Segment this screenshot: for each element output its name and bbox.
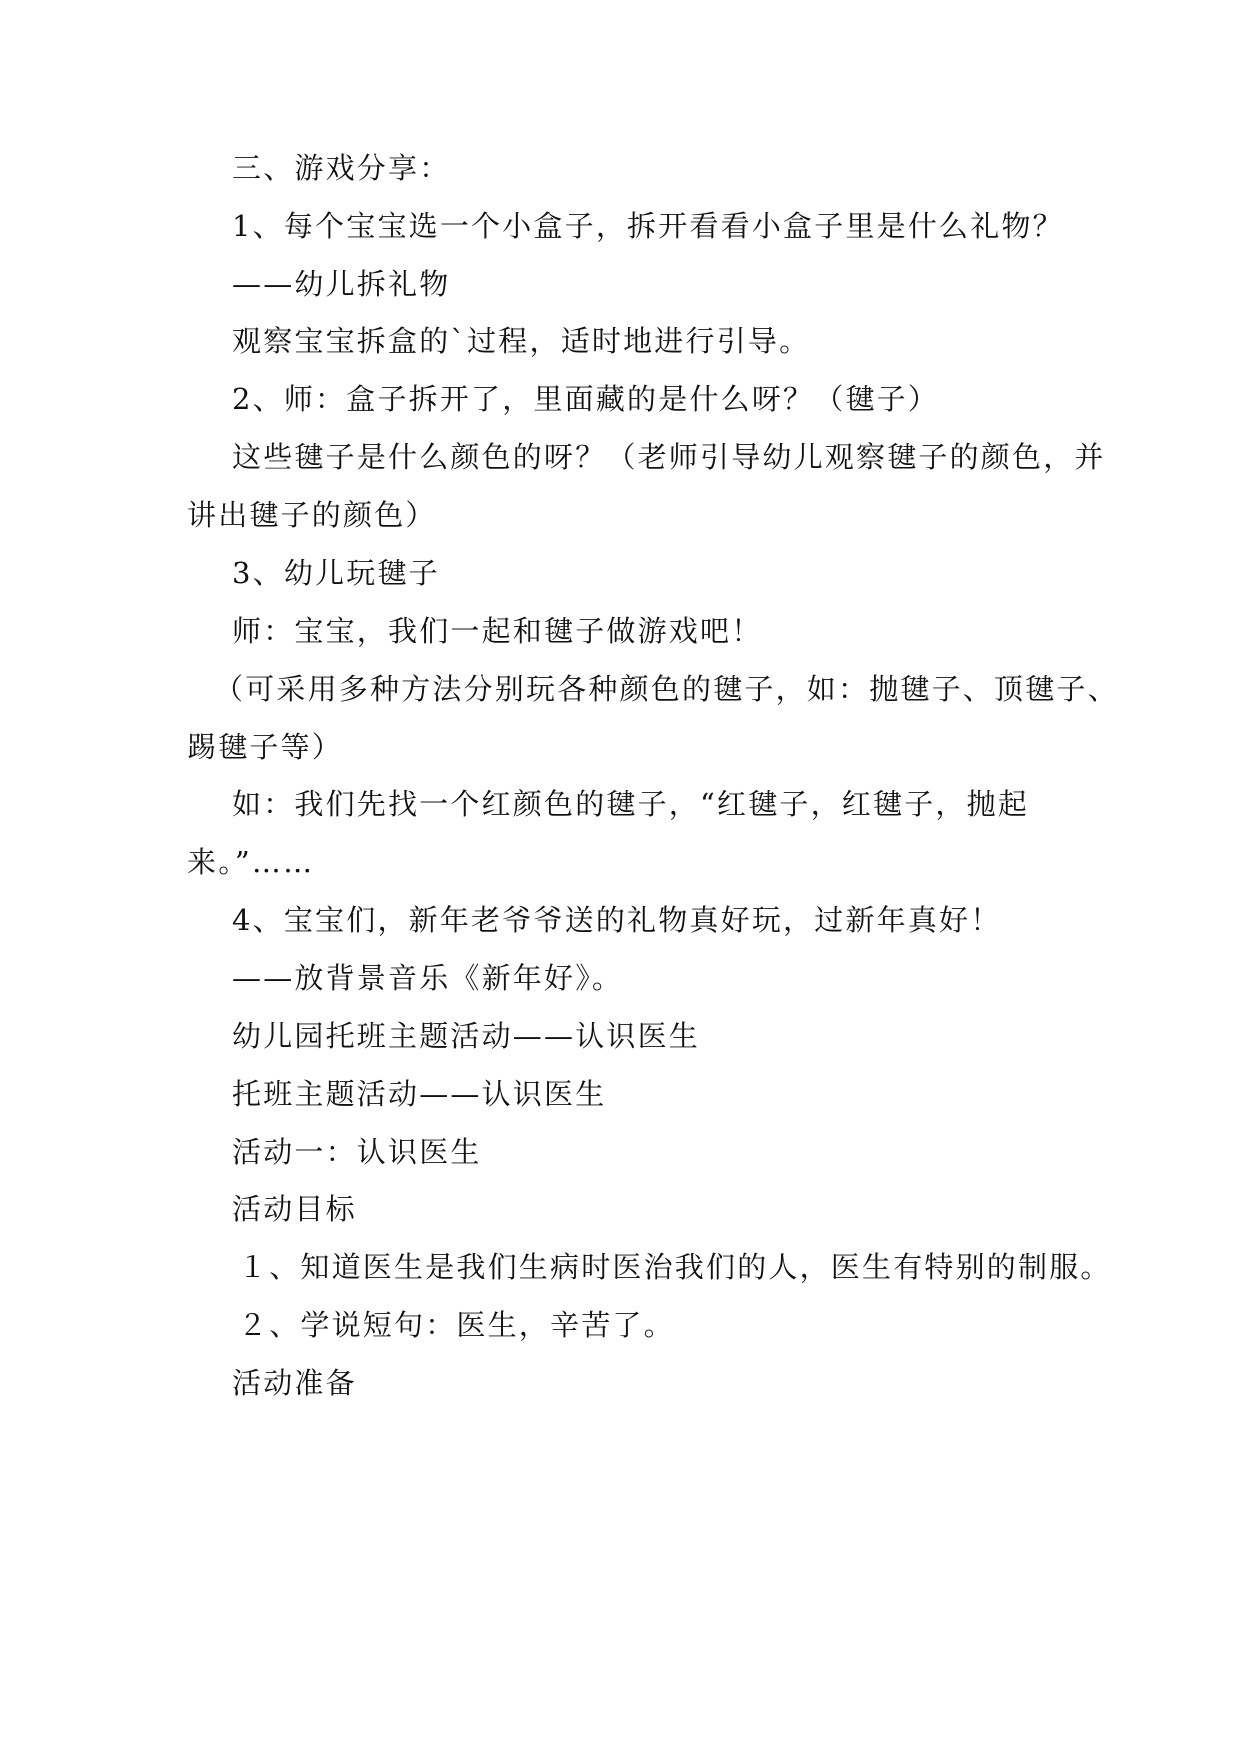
paragraph-line: 踢毽子等） (187, 730, 344, 764)
paragraph-line: ——放背景音乐《新年好》。 (232, 961, 624, 995)
paragraph-line: 观察宝宝拆盒的`过程，适时地进行引导。 (232, 324, 811, 358)
title-line: 幼儿园托班主题活动——认识医生 (232, 1019, 701, 1053)
paragraph-line: 2、师：盒子拆开了，里面藏的是什么呀？（毽子） (232, 382, 940, 416)
section-heading-preparation: 活动准备 (232, 1366, 357, 1400)
paragraph-line: （可采用多种方法分别玩各种颜色的毽子，如：抛毽子、顶毽子、 (214, 672, 1119, 706)
activity-heading: 活动一：认识医生 (232, 1135, 482, 1169)
paragraph-line: 讲出毽子的颜色） (187, 498, 437, 532)
paragraph-line: 师：宝宝，我们一起和毽子做游戏吧！ (232, 614, 763, 648)
section-heading-goals: 活动目标 (232, 1192, 357, 1226)
subtitle-line: 托班主题活动——认识医生 (232, 1077, 607, 1111)
paragraph-line: 1、每个宝宝选一个小盒子，拆开看看小盒子里是什么礼物？ (232, 209, 1064, 243)
paragraph-line: ２、学说短句：医生，辛苦了。 (238, 1308, 675, 1342)
paragraph-line: 这些毽子是什么颜色的呀？（老师引导幼儿观察毽子的颜色，并 (232, 440, 1106, 474)
paragraph-line: １、知道医生是我们生病时医治我们的人，医生有特别的制服。 (238, 1250, 1112, 1284)
paragraph-line: 3、幼儿玩毽子 (232, 556, 440, 590)
paragraph-line: 来。”…… (187, 845, 315, 879)
paragraph-line: 4、宝宝们，新年老爷爷送的礼物真好玩，过新年真好！ (232, 903, 1002, 937)
paragraph-line: ——幼儿拆礼物 (232, 267, 451, 301)
paragraph-line: 如：我们先找一个红颜色的毽子，“红毽子，红毽子，抛起 (232, 787, 1030, 821)
section-heading-game-sharing: 三、游戏分享： (232, 151, 451, 185)
